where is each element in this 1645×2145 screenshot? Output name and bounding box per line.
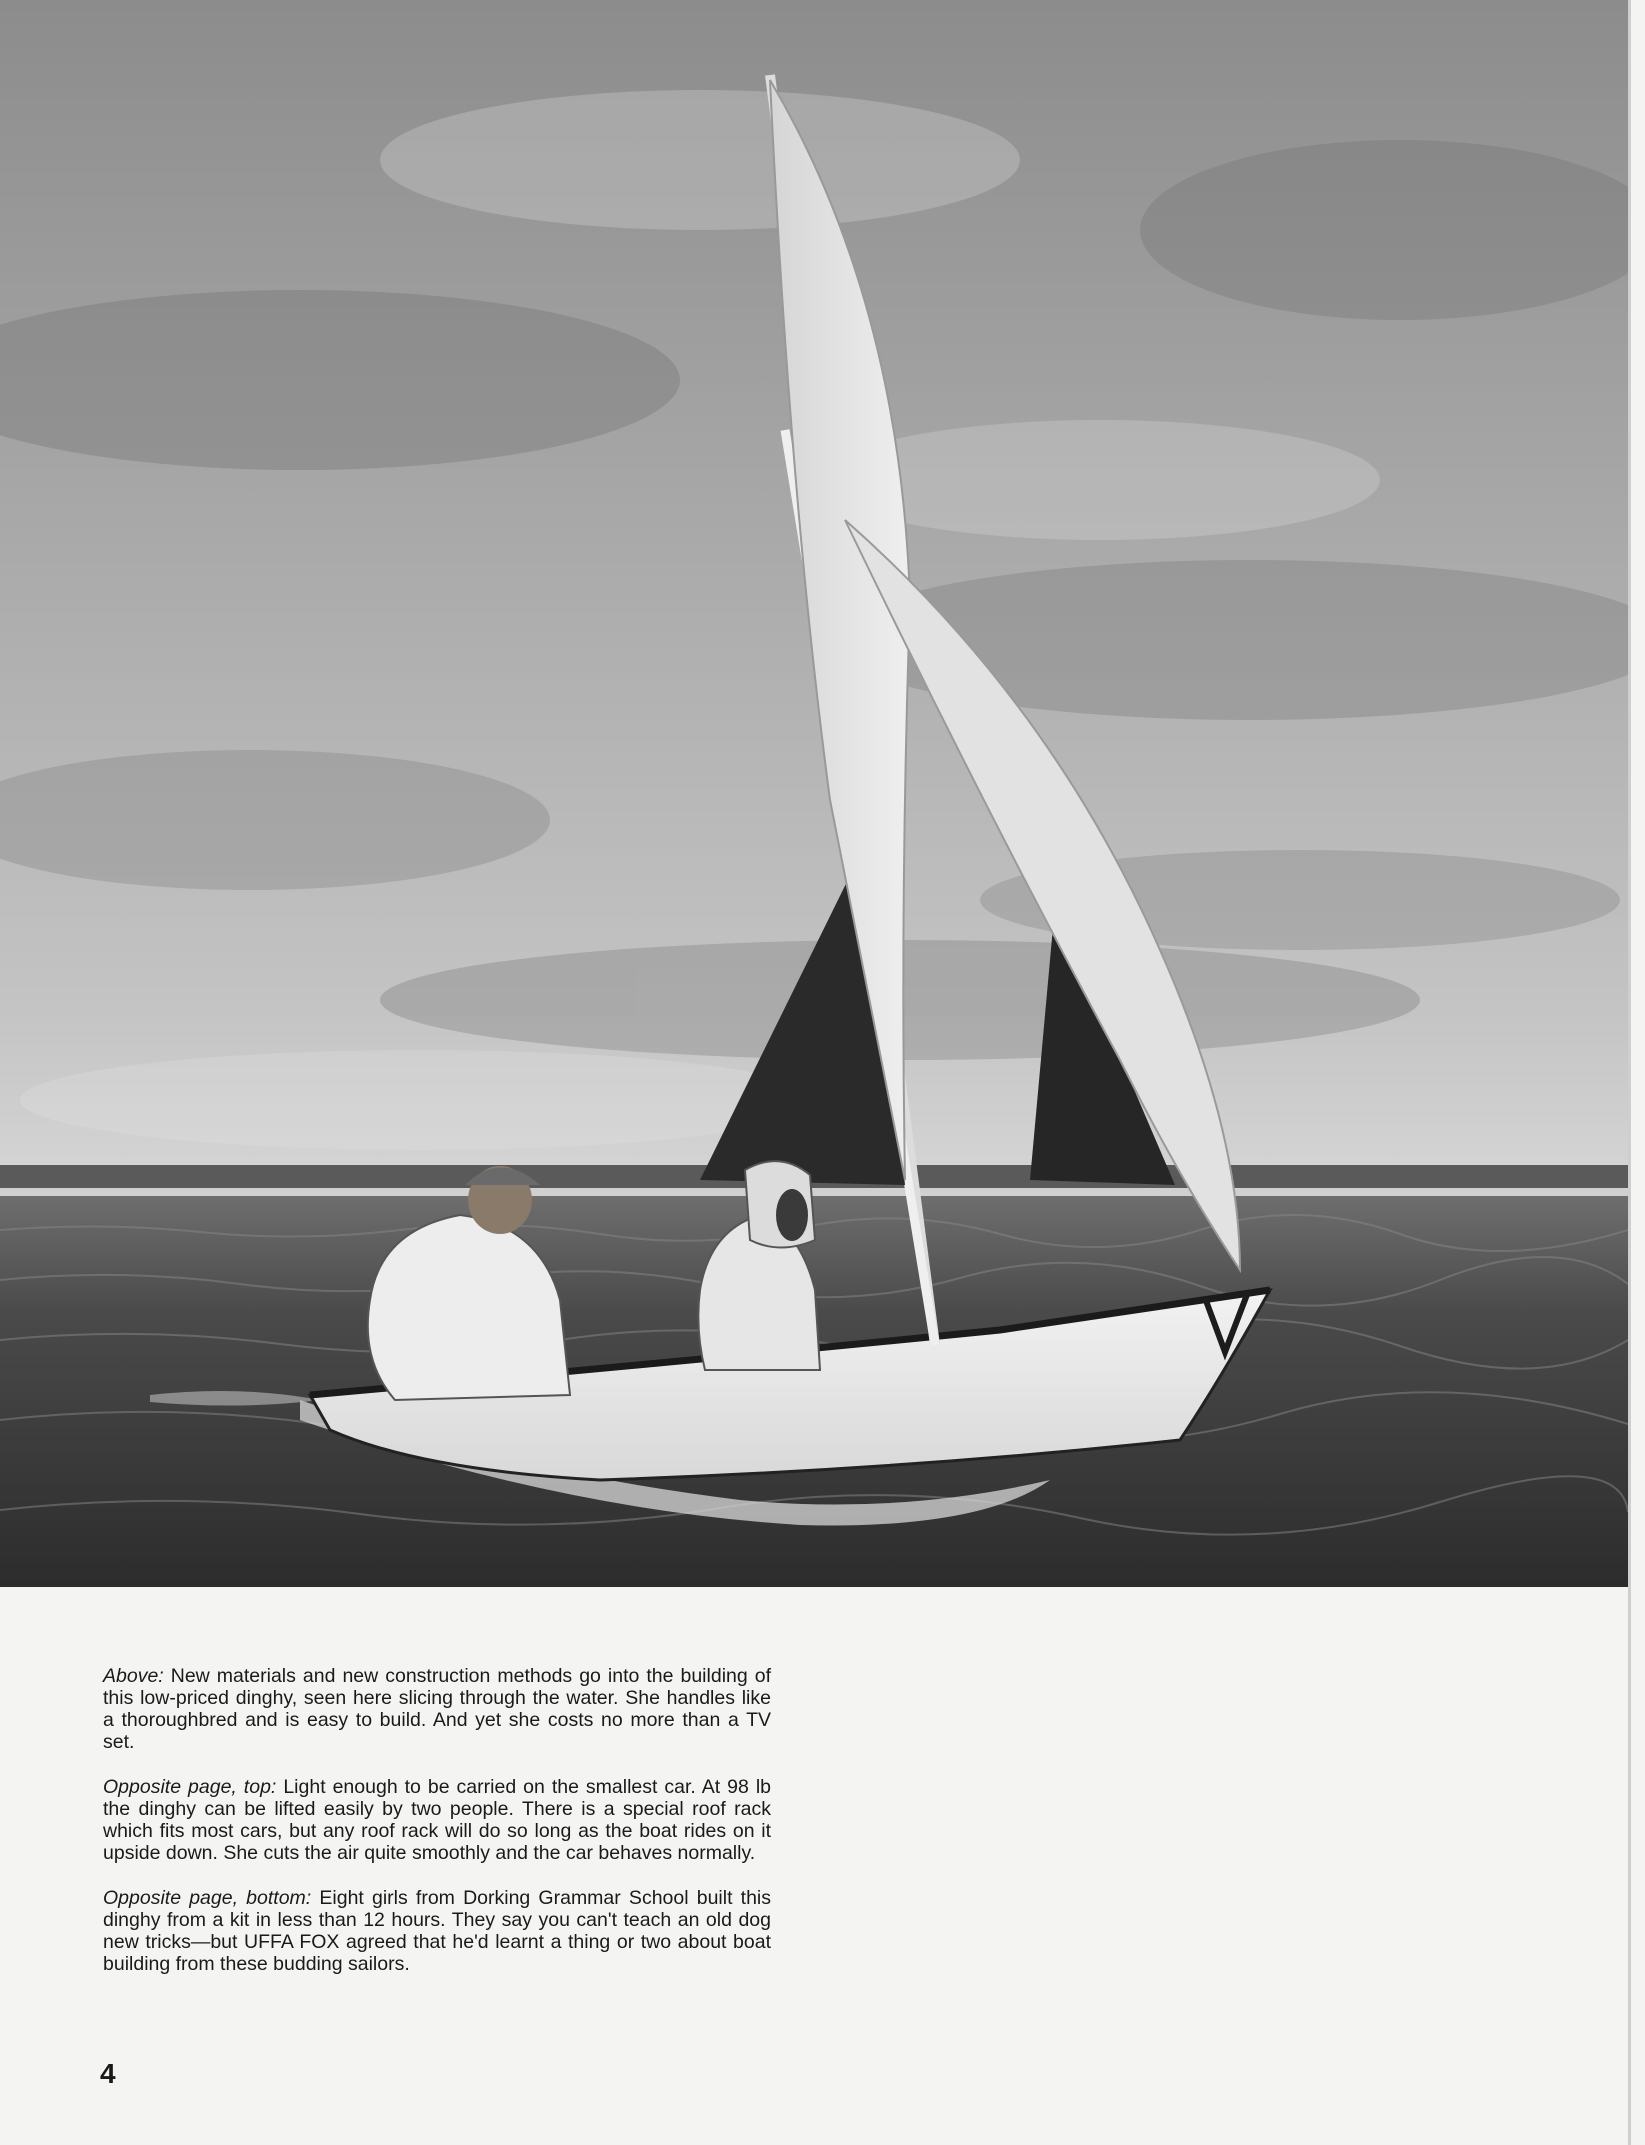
caption-lead: Above: [103,1665,164,1687]
photo-captions [103,1665,771,1998]
page-number: 4 [100,2058,116,2089]
caption-text: New materials and new construction methods go into the building of this low-priced dinghy, seen here slicing through the water. She handles like a thoroughbred and is easy to build. And yet she costs no more than a TV set. [103,1665,771,1753]
page-edge [1628,0,1631,2145]
caption-opposite-bottom [103,1887,771,1975]
caption-text: Light enough to be carried on the smallest car. At 98 lb the dinghy can be lifted easily by two people. There is a special roof rack which fits most cars, but any roof rack will do so long as the boat rides on it upside down. She cuts the air quite smoothly and the car behaves normally. [103,1776,771,1864]
caption-text: Eight girls from Dorking Grammar School built this dinghy from a kit in less than 12 hours. They say you can't teach an old dog new tricks—but UFFA FOX agreed that he'd learnt a thing or two about boat building from these budding sailors. [103,1887,772,1975]
caption-above [103,1665,771,1753]
caption-lead: Opposite page, top: [103,1776,277,1798]
caption-opposite-top [103,1776,771,1864]
caption-lead: Opposite page, bottom: [103,1887,312,1909]
